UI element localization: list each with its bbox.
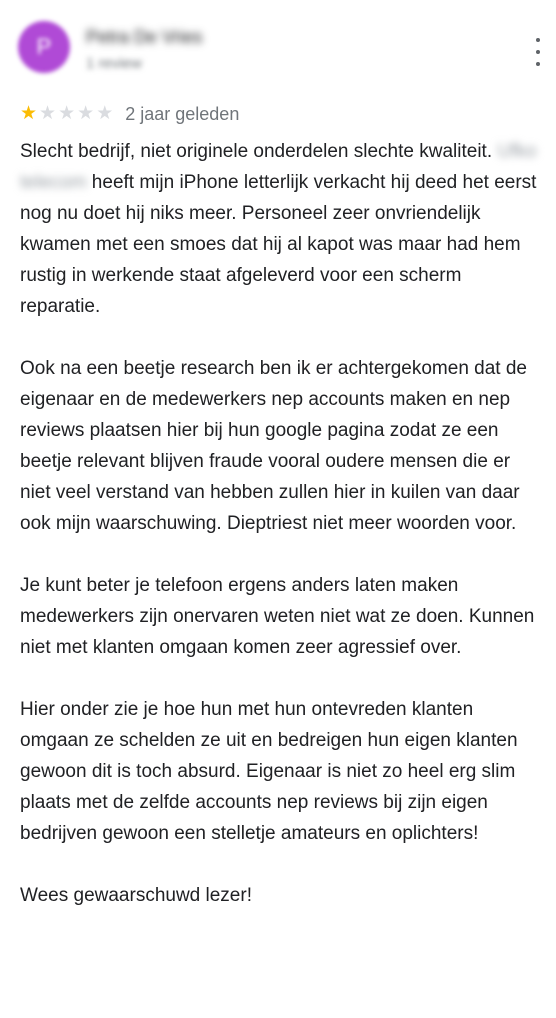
- redacted-business-name: Ufko telecom: [20, 141, 537, 193]
- review-paragraph: [20, 136, 540, 322]
- review-paragraph: Je kunt beter je telefoon ergens anders laten maken medewerkers zijn onervaren weten niet wat ze doen. Kunnen niet met klanten omgaan komen zeer agressief over.: [20, 575, 535, 658]
- star-empty-icon: ★: [39, 103, 57, 124]
- reviewer-name[interactable]: Petra De Vries: [86, 27, 203, 47]
- review-paragraph: Hier onder zie je hoe hun met hun ontevreden klanten omgaan ze schelden ze uit en bedreigen hun eigen klanten gewoon dit is toch absurd. Eigenaar is niet zo heel erg slim plaats met de zelfde accounts nep reviews bij zijn eigen bedrijven gewoon een stelletje amateurs en oplichters!: [20, 699, 518, 844]
- star-filled-icon: ★: [20, 103, 38, 124]
- reviewer-review-count: 1 review: [86, 55, 142, 72]
- avatar[interactable]: P: [18, 21, 70, 73]
- review-paragraph: Ook na een beetje research ben ik er achtergekomen dat de eigenaar en de medewerkers nep accounts maken en nep reviews plaatsen hier bij hun google pagina zodat ze een beetje relevant blijven fraude vooral oudere mensen die er niet veel verstand van hebben zullen hier in kuilen van daar ook mijn waarschuwing. Dieptriest niet meer woorden voor.: [20, 358, 527, 534]
- review-text-part: Slecht bedrijf, niet originele onderdelen slechte kwaliteit.: [20, 141, 498, 162]
- more-dot: [536, 38, 540, 42]
- star-empty-icon: ★: [58, 103, 76, 124]
- review-date: 2 jaar geleden: [125, 103, 240, 124]
- more-dot: [536, 62, 540, 66]
- more-dot: [536, 50, 540, 54]
- star-rating: [20, 101, 115, 127]
- review-header: [0, 0, 556, 100]
- review-text-part: heeft mijn iPhone letterlijk verkacht hij deed het eerst nog nu doet hij niks meer. Personeel zeer onvriendelijk kwamen met een smoes dat hij al kapot was maar had hem rustig in werkende staat afgeleverd voor een scherm reparatie.: [20, 172, 537, 317]
- review-text: [20, 136, 540, 942]
- star-empty-icon: ★: [77, 103, 95, 124]
- star-empty-icon: ★: [96, 103, 114, 124]
- rating-row: [20, 101, 239, 127]
- more-options-icon[interactable]: [528, 38, 548, 66]
- review-paragraph: Wees gewaarschuwd lezer!: [20, 885, 252, 906]
